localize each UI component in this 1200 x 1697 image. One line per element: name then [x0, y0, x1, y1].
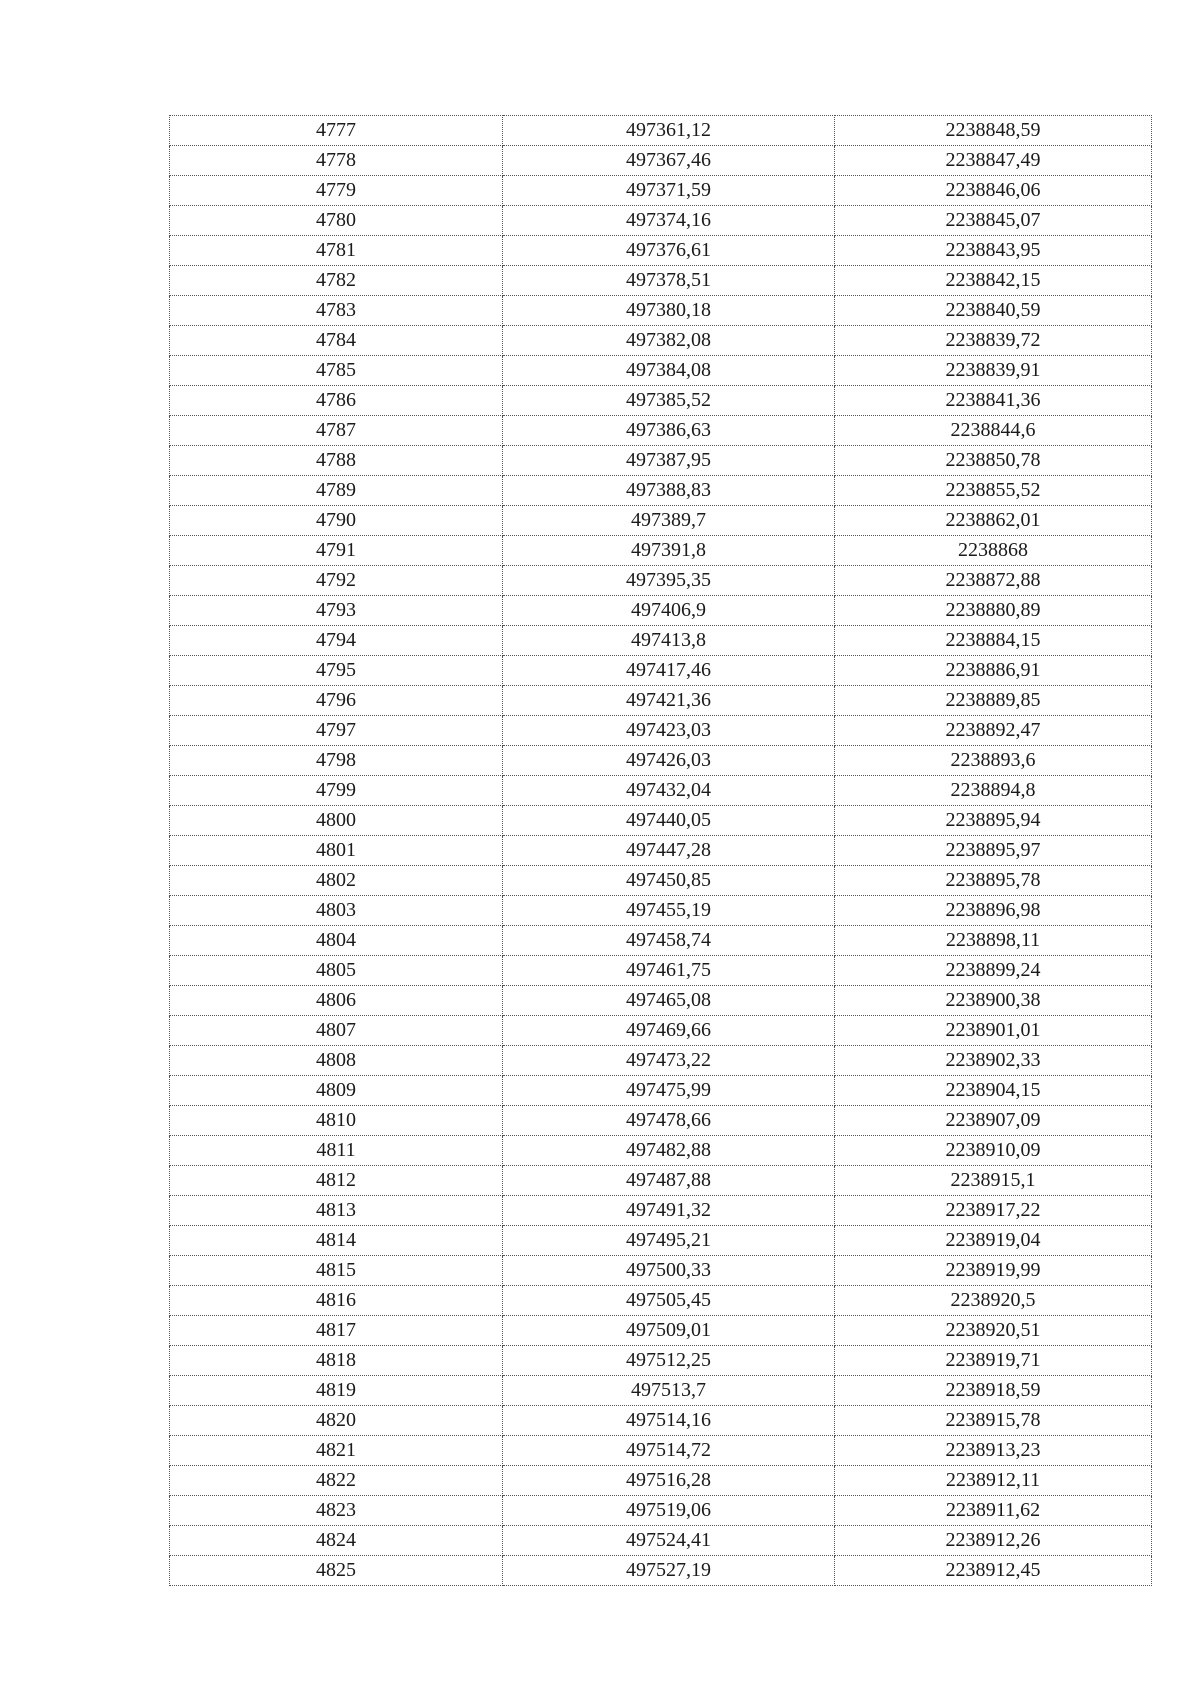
point-number-cell: 4796: [170, 686, 503, 716]
table-row: [170, 1406, 1152, 1436]
x-coordinate-cell: 497380,18: [503, 296, 835, 326]
x-coordinate-cell: 497514,72: [503, 1436, 835, 1466]
point-number-cell: 4806: [170, 986, 503, 1016]
y-coordinate-cell: 2238912,45: [835, 1556, 1152, 1586]
x-coordinate-cell: 497387,95: [503, 446, 835, 476]
table-row: [170, 356, 1152, 386]
y-coordinate-cell: 2238895,97: [835, 836, 1152, 866]
table-row: [170, 896, 1152, 926]
table-row: [170, 1106, 1152, 1136]
coordinates-table: [169, 115, 1152, 1586]
y-coordinate-cell: 2238917,22: [835, 1196, 1152, 1226]
x-coordinate-cell: 497516,28: [503, 1466, 835, 1496]
table-row: [170, 176, 1152, 206]
y-coordinate-cell: 2238920,51: [835, 1316, 1152, 1346]
point-number-cell: 4777: [170, 116, 503, 146]
point-number-cell: 4808: [170, 1046, 503, 1076]
x-coordinate-cell: 497388,83: [503, 476, 835, 506]
x-coordinate-cell: 497509,01: [503, 1316, 835, 1346]
y-coordinate-cell: 2238900,38: [835, 986, 1152, 1016]
point-number-cell: 4790: [170, 506, 503, 536]
table-row: [170, 806, 1152, 836]
x-coordinate-cell: 497385,52: [503, 386, 835, 416]
table-row: [170, 296, 1152, 326]
point-number-cell: 4825: [170, 1556, 503, 1586]
table-row: [170, 956, 1152, 986]
x-coordinate-cell: 497469,66: [503, 1016, 835, 1046]
y-coordinate-cell: 2238843,95: [835, 236, 1152, 266]
y-coordinate-cell: 2238910,09: [835, 1136, 1152, 1166]
table-row: [170, 986, 1152, 1016]
x-coordinate-cell: 497491,32: [503, 1196, 835, 1226]
y-coordinate-cell: 2238848,59: [835, 116, 1152, 146]
y-coordinate-cell: 2238911,62: [835, 1496, 1152, 1526]
table-row: [170, 1496, 1152, 1526]
x-coordinate-cell: 497395,35: [503, 566, 835, 596]
x-coordinate-cell: 497513,7: [503, 1376, 835, 1406]
y-coordinate-cell: 2238898,11: [835, 926, 1152, 956]
table-row: [170, 326, 1152, 356]
point-number-cell: 4802: [170, 866, 503, 896]
y-coordinate-cell: 2238919,99: [835, 1256, 1152, 1286]
table-row: [170, 1316, 1152, 1346]
y-coordinate-cell: 2238893,6: [835, 746, 1152, 776]
y-coordinate-cell: 2238896,98: [835, 896, 1152, 926]
point-number-cell: 4821: [170, 1436, 503, 1466]
x-coordinate-cell: 497371,59: [503, 176, 835, 206]
x-coordinate-cell: 497440,05: [503, 806, 835, 836]
x-coordinate-cell: 497519,06: [503, 1496, 835, 1526]
table-row: [170, 1166, 1152, 1196]
y-coordinate-cell: 2238841,36: [835, 386, 1152, 416]
point-number-cell: 4804: [170, 926, 503, 956]
y-coordinate-cell: 2238855,52: [835, 476, 1152, 506]
table-row: [170, 206, 1152, 236]
point-number-cell: 4789: [170, 476, 503, 506]
y-coordinate-cell: 2238840,59: [835, 296, 1152, 326]
table-row: [170, 776, 1152, 806]
y-coordinate-cell: 2238884,15: [835, 626, 1152, 656]
point-number-cell: 4818: [170, 1346, 503, 1376]
x-coordinate-cell: 497384,08: [503, 356, 835, 386]
y-coordinate-cell: 2238842,15: [835, 266, 1152, 296]
point-number-cell: 4784: [170, 326, 503, 356]
point-number-cell: 4819: [170, 1376, 503, 1406]
x-coordinate-cell: 497514,16: [503, 1406, 835, 1436]
point-number-cell: 4812: [170, 1166, 503, 1196]
point-number-cell: 4785: [170, 356, 503, 386]
y-coordinate-cell: 2238895,94: [835, 806, 1152, 836]
y-coordinate-cell: 2238919,04: [835, 1226, 1152, 1256]
y-coordinate-cell: 2238904,15: [835, 1076, 1152, 1106]
x-coordinate-cell: 497465,08: [503, 986, 835, 1016]
table-row: [170, 1376, 1152, 1406]
y-coordinate-cell: 2238868: [835, 536, 1152, 566]
table-row: [170, 1136, 1152, 1166]
table-row: [170, 1556, 1152, 1586]
point-number-cell: 4781: [170, 236, 503, 266]
x-coordinate-cell: 497500,33: [503, 1256, 835, 1286]
point-number-cell: 4795: [170, 656, 503, 686]
table-row: [170, 266, 1152, 296]
table-row: [170, 146, 1152, 176]
x-coordinate-cell: 497487,88: [503, 1166, 835, 1196]
point-number-cell: 4800: [170, 806, 503, 836]
y-coordinate-cell: 2238895,78: [835, 866, 1152, 896]
y-coordinate-cell: 2238845,07: [835, 206, 1152, 236]
y-coordinate-cell: 2238847,49: [835, 146, 1152, 176]
point-number-cell: 4803: [170, 896, 503, 926]
point-number-cell: 4793: [170, 596, 503, 626]
point-number-cell: 4799: [170, 776, 503, 806]
point-number-cell: 4779: [170, 176, 503, 206]
y-coordinate-cell: 2238912,26: [835, 1526, 1152, 1556]
point-number-cell: 4813: [170, 1196, 503, 1226]
point-number-cell: 4778: [170, 146, 503, 176]
x-coordinate-cell: 497426,03: [503, 746, 835, 776]
point-number-cell: 4814: [170, 1226, 503, 1256]
y-coordinate-cell: 2238901,01: [835, 1016, 1152, 1046]
y-coordinate-cell: 2238899,24: [835, 956, 1152, 986]
y-coordinate-cell: 2238912,11: [835, 1466, 1152, 1496]
x-coordinate-cell: 497450,85: [503, 866, 835, 896]
x-coordinate-cell: 497495,21: [503, 1226, 835, 1256]
x-coordinate-cell: 497406,9: [503, 596, 835, 626]
table-row: [170, 236, 1152, 266]
table-row: [170, 716, 1152, 746]
x-coordinate-cell: 497389,7: [503, 506, 835, 536]
y-coordinate-cell: 2238915,1: [835, 1166, 1152, 1196]
table-row: [170, 1076, 1152, 1106]
y-coordinate-cell: 2238844,6: [835, 416, 1152, 446]
y-coordinate-cell: 2238862,01: [835, 506, 1152, 536]
x-coordinate-cell: 497376,61: [503, 236, 835, 266]
x-coordinate-cell: 497458,74: [503, 926, 835, 956]
point-number-cell: 4822: [170, 1466, 503, 1496]
y-coordinate-cell: 2238919,71: [835, 1346, 1152, 1376]
y-coordinate-cell: 2238839,72: [835, 326, 1152, 356]
x-coordinate-cell: 497361,12: [503, 116, 835, 146]
coordinates-table-body: [170, 116, 1152, 1586]
point-number-cell: 4783: [170, 296, 503, 326]
x-coordinate-cell: 497423,03: [503, 716, 835, 746]
x-coordinate-cell: 497478,66: [503, 1106, 835, 1136]
point-number-cell: 4797: [170, 716, 503, 746]
x-coordinate-cell: 497382,08: [503, 326, 835, 356]
y-coordinate-cell: 2238915,78: [835, 1406, 1152, 1436]
table-row: [170, 1046, 1152, 1076]
point-number-cell: 4801: [170, 836, 503, 866]
table-row: [170, 686, 1152, 716]
table-row: [170, 506, 1152, 536]
table-row: [170, 1436, 1152, 1466]
table-row: [170, 1196, 1152, 1226]
point-number-cell: 4820: [170, 1406, 503, 1436]
x-coordinate-cell: 497512,25: [503, 1346, 835, 1376]
table-row: [170, 386, 1152, 416]
point-number-cell: 4824: [170, 1526, 503, 1556]
table-row: [170, 626, 1152, 656]
x-coordinate-cell: 497432,04: [503, 776, 835, 806]
point-number-cell: 4794: [170, 626, 503, 656]
x-coordinate-cell: 497391,8: [503, 536, 835, 566]
x-coordinate-cell: 497527,19: [503, 1556, 835, 1586]
point-number-cell: 4805: [170, 956, 503, 986]
y-coordinate-cell: 2238846,06: [835, 176, 1152, 206]
point-number-cell: 4791: [170, 536, 503, 566]
x-coordinate-cell: 497524,41: [503, 1526, 835, 1556]
table-row: [170, 1286, 1152, 1316]
y-coordinate-cell: 2238839,91: [835, 356, 1152, 386]
table-row: [170, 1466, 1152, 1496]
table-row: [170, 476, 1152, 506]
point-number-cell: 4788: [170, 446, 503, 476]
point-number-cell: 4811: [170, 1136, 503, 1166]
table-row: [170, 926, 1152, 956]
table-row: [170, 596, 1152, 626]
x-coordinate-cell: 497505,45: [503, 1286, 835, 1316]
table-row: [170, 866, 1152, 896]
x-coordinate-cell: 497417,46: [503, 656, 835, 686]
point-number-cell: 4786: [170, 386, 503, 416]
y-coordinate-cell: 2238886,91: [835, 656, 1152, 686]
y-coordinate-cell: 2238907,09: [835, 1106, 1152, 1136]
table-row: [170, 1016, 1152, 1046]
table-row: [170, 746, 1152, 776]
x-coordinate-cell: 497475,99: [503, 1076, 835, 1106]
point-number-cell: 4823: [170, 1496, 503, 1526]
y-coordinate-cell: 2238872,88: [835, 566, 1152, 596]
y-coordinate-cell: 2238913,23: [835, 1436, 1152, 1466]
table-row: [170, 446, 1152, 476]
y-coordinate-cell: 2238918,59: [835, 1376, 1152, 1406]
table-row: [170, 536, 1152, 566]
point-number-cell: 4798: [170, 746, 503, 776]
x-coordinate-cell: 497421,36: [503, 686, 835, 716]
x-coordinate-cell: 497473,22: [503, 1046, 835, 1076]
x-coordinate-cell: 497447,28: [503, 836, 835, 866]
x-coordinate-cell: 497386,63: [503, 416, 835, 446]
y-coordinate-cell: 2238892,47: [835, 716, 1152, 746]
point-number-cell: 4807: [170, 1016, 503, 1046]
point-number-cell: 4780: [170, 206, 503, 236]
y-coordinate-cell: 2238850,78: [835, 446, 1152, 476]
x-coordinate-cell: 497413,8: [503, 626, 835, 656]
point-number-cell: 4809: [170, 1076, 503, 1106]
table-row: [170, 656, 1152, 686]
y-coordinate-cell: 2238889,85: [835, 686, 1152, 716]
x-coordinate-cell: 497461,75: [503, 956, 835, 986]
table-row: [170, 1256, 1152, 1286]
table-row: [170, 1346, 1152, 1376]
y-coordinate-cell: 2238880,89: [835, 596, 1152, 626]
x-coordinate-cell: 497482,88: [503, 1136, 835, 1166]
y-coordinate-cell: 2238902,33: [835, 1046, 1152, 1076]
x-coordinate-cell: 497374,16: [503, 206, 835, 236]
x-coordinate-cell: 497367,46: [503, 146, 835, 176]
point-number-cell: 4816: [170, 1286, 503, 1316]
point-number-cell: 4782: [170, 266, 503, 296]
point-number-cell: 4815: [170, 1256, 503, 1286]
table-row: [170, 116, 1152, 146]
table-row: [170, 1226, 1152, 1256]
y-coordinate-cell: 2238894,8: [835, 776, 1152, 806]
table-row: [170, 836, 1152, 866]
point-number-cell: 4792: [170, 566, 503, 596]
table-row: [170, 1526, 1152, 1556]
table-row: [170, 416, 1152, 446]
point-number-cell: 4810: [170, 1106, 503, 1136]
point-number-cell: 4817: [170, 1316, 503, 1346]
table-row: [170, 566, 1152, 596]
point-number-cell: 4787: [170, 416, 503, 446]
x-coordinate-cell: 497455,19: [503, 896, 835, 926]
y-coordinate-cell: 2238920,5: [835, 1286, 1152, 1316]
x-coordinate-cell: 497378,51: [503, 266, 835, 296]
